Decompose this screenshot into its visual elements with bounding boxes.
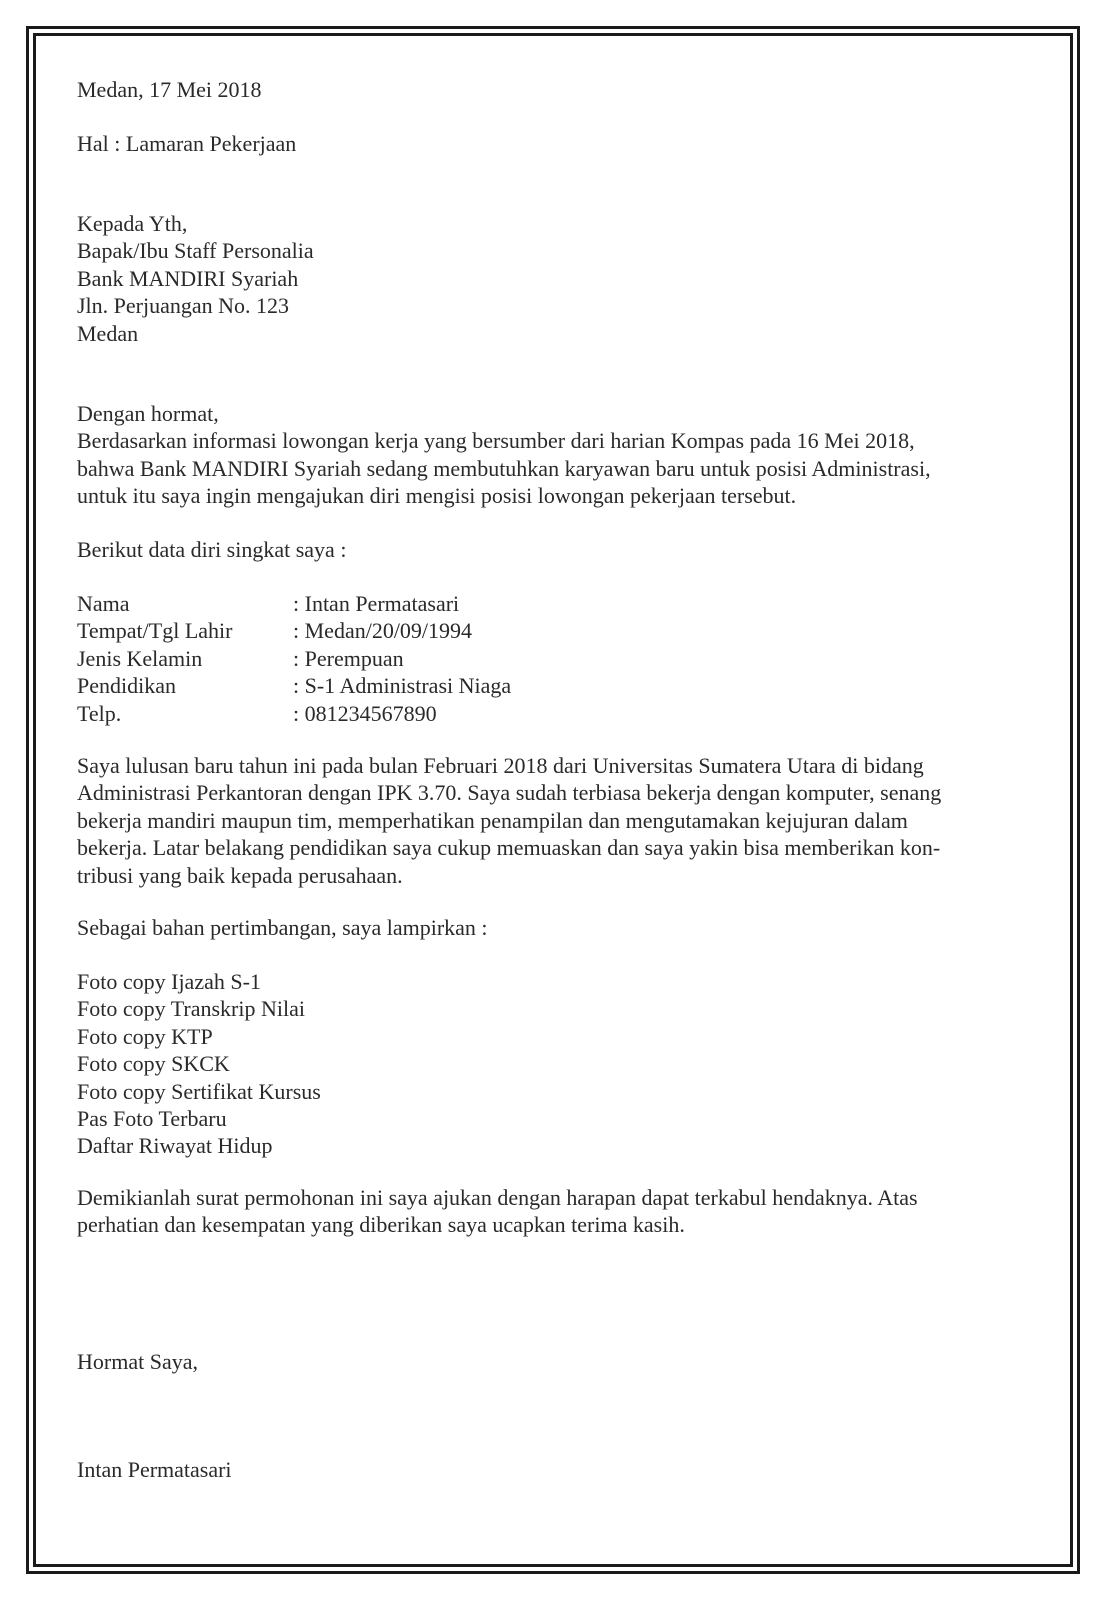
personal-data-row	[77, 617, 1037, 644]
body-line: Saya lulusan baru tahun ini pada bulan Februari 2018 dari Universitas Sumatera Utara di bidang	[77, 753, 924, 778]
subject-line: Hal : Lamaran Pekerjaan	[77, 131, 297, 156]
body-paragraph	[77, 752, 1037, 889]
recipient-line: Bapak/Ibu Staff Personalia	[77, 238, 314, 264]
attachment-item: Foto copy Ijazah S-1	[77, 969, 261, 994]
intro-paragraph	[77, 400, 1037, 510]
personal-data-label: Nama	[77, 591, 130, 616]
personal-data-value: : S-1 Administrasi Niaga	[293, 673, 512, 699]
recipient-block	[77, 210, 1037, 347]
recipient-line: Bank MANDIRI Syariah	[77, 265, 299, 291]
sign-off: Hormat Saya,	[77, 1349, 198, 1374]
attachments-heading: Sebagai bahan pertimbangan, saya lampirkan :	[77, 915, 488, 940]
personal-data-row	[77, 590, 1037, 617]
attachment-item: Foto copy Sertifikat Kursus	[77, 1078, 321, 1104]
personal-data-heading: Berikut data diri singkat saya :	[77, 537, 347, 562]
closing-line: perhatian dan kesempatan yang diberikan saya ucapkan terima kasih.	[77, 1212, 685, 1238]
recipient-line: Kepada Yth,	[77, 211, 188, 236]
personal-data-table	[77, 590, 1037, 727]
attachment-item: Foto copy SKCK	[77, 1051, 230, 1077]
personal-data-value: : Intan Permatasari	[293, 591, 460, 616]
body-line: tribusi yang baik kepada perusahaan.	[77, 862, 403, 888]
intro-line: bahwa Bank MANDIRI Syariah sedang membutuhkan karyawan baru untuk posisi Administrasi,	[77, 455, 931, 481]
signature-name: Intan Permatasari	[77, 1457, 232, 1482]
personal-data-label: Telp.	[77, 700, 122, 726]
personal-data-row	[77, 645, 1037, 672]
attachment-item: Daftar Riwayat Hidup	[77, 1133, 273, 1159]
attachments-list	[77, 968, 1037, 1160]
personal-data-label: Tempat/Tgl Lahir	[77, 618, 233, 644]
closing-paragraph	[77, 1184, 1037, 1239]
intro-line: untuk itu saya ingin mengajukan diri mengisi posisi lowongan pekerjaan tersebut.	[77, 483, 797, 509]
body-line: bekerja. Latar belakang pendidikan saya cukup memuaskan dan saya yakin bisa memberikan kon-	[77, 835, 941, 861]
closing-line: Demikianlah surat permohonan ini saya ajukan dengan harapan dapat terkabul hendaknya. Atas	[77, 1185, 918, 1210]
intro-line: Berdasarkan informasi lowongan kerja yang bersumber dari harian Kompas pada 16 Mei 2018,	[77, 428, 915, 454]
personal-data-row	[77, 672, 1037, 699]
body-line: Administrasi Perkantoran dengan IPK 3.70. Saya sudah terbiasa bekerja dengan komputer, senang	[77, 780, 942, 806]
personal-data-label: Jenis Kelamin	[77, 645, 203, 671]
personal-data-value: : Medan/20/09/1994	[293, 618, 473, 644]
attachment-item: Foto copy KTP	[77, 1023, 213, 1049]
recipient-line: Jln. Perjuangan No. 123	[77, 293, 290, 319]
attachment-item: Foto copy Transkrip Nilai	[77, 996, 305, 1022]
recipient-line: Medan	[77, 320, 139, 346]
personal-data-value: : Perempuan	[293, 645, 404, 671]
body-line: bekerja mandiri maupun tim, memperhatikan penampilan dan mengutamakan kejujuran dalam	[77, 807, 908, 833]
personal-data-value: : 081234567890	[293, 700, 437, 726]
personal-data-row	[77, 700, 1037, 727]
place-date: Medan, 17 Mei 2018	[77, 77, 262, 102]
greeting: Dengan hormat,	[77, 401, 219, 426]
personal-data-label: Pendidikan	[77, 673, 176, 699]
attachment-item: Pas Foto Terbaru	[77, 1106, 227, 1132]
